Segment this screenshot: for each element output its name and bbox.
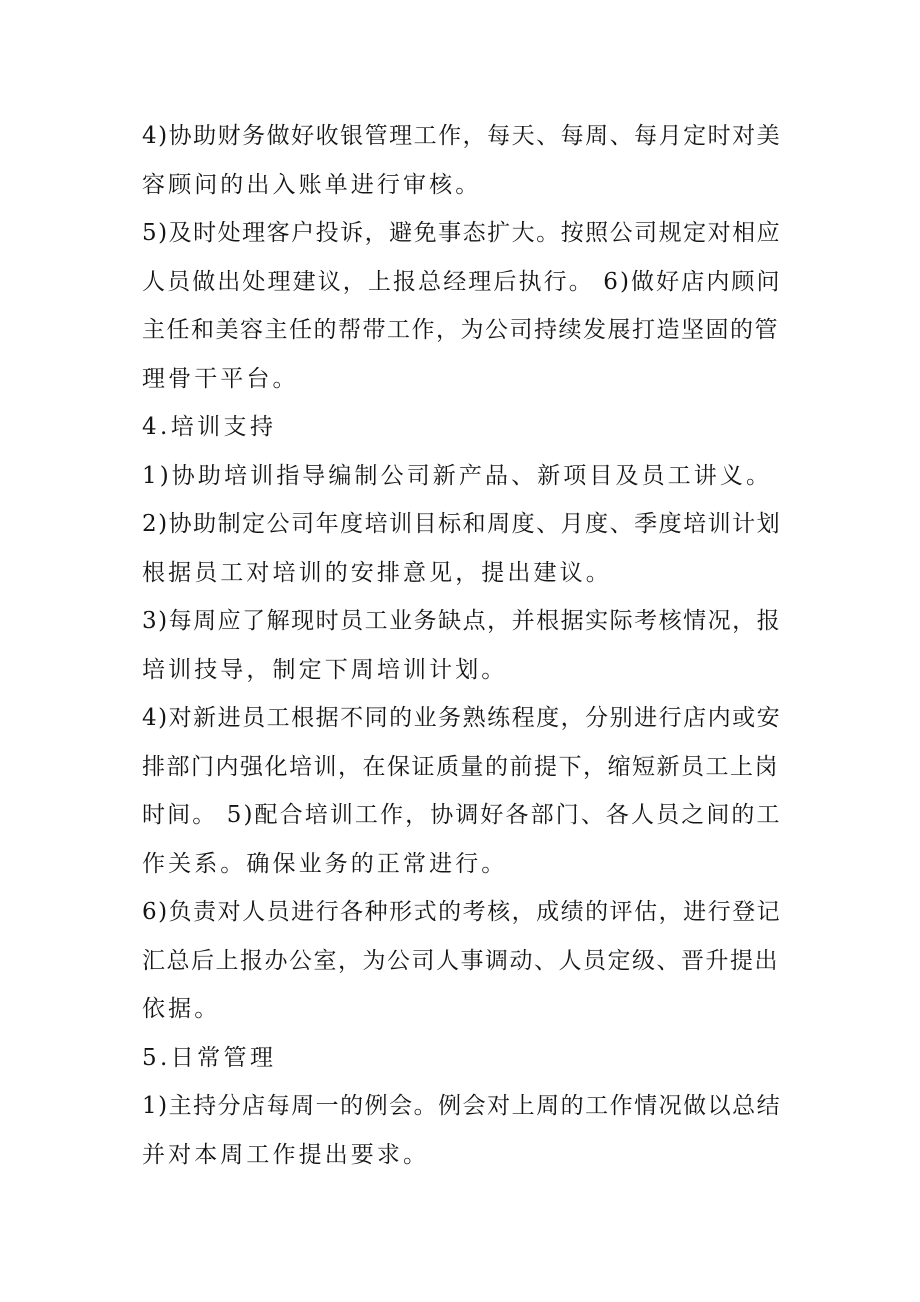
text-line-16: 作关系。确保业务的正常进行。	[142, 850, 508, 877]
document-body	[142, 112, 782, 1179]
text-line-11: 3)每周应了解现时员工业务缺点，并根据实际考核情况，报	[142, 608, 782, 634]
text-line-6: 理骨干平台。	[142, 365, 299, 392]
text-line-5: 主任和美容主任的帮带工作，为公司持续发展打造坚固的管	[142, 317, 779, 343]
text-line-8: 1)协助培训指导编制公司新产品、新项目及员工讲义。	[142, 462, 773, 489]
text-line-17: 6)负责对人员进行各种形式的考核，成绩的评估，进行登记	[142, 899, 782, 925]
text-line-21: 1)主持分店每周一的例会。例会对上周的工作情况做以总结	[142, 1093, 782, 1119]
text-line-1: 4)协助财务做好收银管理工作，每天、每周、每月定时对美	[142, 123, 782, 149]
text-line-18: 汇总后上报办公室，为公司人事调动、人员定级、晋升提出	[142, 947, 779, 974]
text-line-3: 5)及时处理客户投诉，避免事态扩大。按照公司规定对相应	[142, 220, 782, 246]
section-heading-training-support: 4.培训支持	[142, 414, 277, 440]
text-line-2: 容顾问的出入账单进行审核。	[142, 171, 482, 198]
text-line-13: 4)对新进员工根据不同的业务熟练程度，分别进行店内或安	[142, 705, 782, 731]
text-line-19: 依据。	[142, 996, 221, 1022]
text-line-14: 排部门内强化培训，在保证质量的前提下，缩短新员工上岗	[142, 753, 779, 780]
text-line-10: 根据员工对培训的安排意见，提出建议。	[142, 559, 612, 586]
text-line-15: 时间。 5)配合培训工作，协调好各部门、各人员之间的工	[142, 802, 782, 828]
text-line-9: 2)协助制定公司年度培训目标和周度、月度、季度培训计划	[142, 511, 782, 537]
text-line-4: 人员做出处理建议，上报总经理后执行。 6)做好店内顾问	[142, 268, 782, 295]
text-line-22: 并对本周工作提出要求。	[142, 1141, 430, 1168]
text-line-12: 培训技导，制定下周培训计划。	[142, 656, 508, 683]
section-heading-daily-management: 5.日常管理	[142, 1044, 277, 1071]
